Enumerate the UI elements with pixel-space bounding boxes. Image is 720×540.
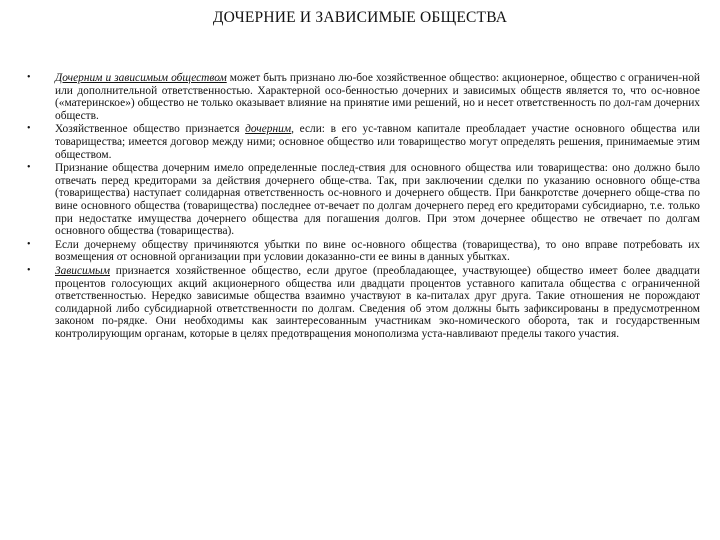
list-item xyxy=(22,239,700,264)
list-item xyxy=(22,72,700,122)
list-item xyxy=(22,265,700,341)
term-emphasis: Дочерним и зависимым обществом xyxy=(55,72,227,84)
item-text: Признание общества дочерним имело определенные послед-ствия для основного общества или товарищества: оно должно было отвечать перед кредиторами за действия дочернего обще-ства. Так, при заключении сделки по указанию основного обще-ства (товарищества) наступает солидарная ответственность ос-новного и дочернего обществ. При банкротстве дочернего обще-ства по вине основного общества (товарищества) последнее от-вечает по долгам дочернего перед его кредиторами субсидиарно, т.е. только при недостатке имущества дочернего общества для погашения долгов. При этом дочернее общество не отвечает по долгам основного общества (товарищества). xyxy=(55,162,700,238)
item-text-before: Хозяйственное общество признается xyxy=(55,123,246,136)
term-emphasis: Зависимым xyxy=(55,264,110,277)
item-text: Если дочернему обществу причиняются убытки по вине ос-новного общества (товарищества), то оно вправе потребовать их возмещения от основной организации при условии доказанно-сти ее вины в данных убытках. xyxy=(55,238,700,264)
term-emphasis: дочерним xyxy=(245,123,292,136)
bullet-icon: • xyxy=(27,72,31,83)
page-title: ДОЧЕРНИЕ И ЗАВИСИМЫЕ ОБЩЕСТВА xyxy=(212,9,508,26)
bullet-icon: • xyxy=(27,264,31,276)
bullet-icon: • xyxy=(27,238,31,250)
bullet-icon: • xyxy=(27,123,31,135)
item-text: может быть признано лю-бое хозяйственное общество: акционерное, общество с ограничен-ной или дополнительной ответственностью. Характерной осо-бенностью дочерних и зависимых обществ является то, что ос-новное («материнское») общество не только оказывает влияние на принятие ими решений, но и несет ответственность по дол-гам дочерних обществ. xyxy=(55,72,700,122)
list-item xyxy=(22,123,700,161)
bullet-list xyxy=(22,72,700,341)
bullet-icon: • xyxy=(27,162,31,174)
item-text: , если: в его ус-тавном капитале преобладает участие основного общества или товарищества; имеется договор между ними; основное общество или товарищество могут определять решения, принимаемые этим обществом. xyxy=(55,123,700,161)
item-text: признается хозяйственное общество, если другое (преобладающее, участвующее) общество имеет более двадцати процентов голосующих акций акционерного общества или двадцати процентов уставного капитала общества с ограниченной ответственностью. Нередко зависимые общества взаимно участвуют в ка-питалах друг друга. Такие отношения не порождают солидарной либо субсидиарной ответственности по долгам. Сведения об этом должны быть зафиксированы в предусмотренном законом по-рядке. Они необходимы как заинтересованным участникам эко-номического оборота, так и государственным контролирующим органам, которые в целях предотвращения монополизма уста-навливают пределы такого участия. xyxy=(55,264,700,340)
list-item xyxy=(22,162,700,238)
